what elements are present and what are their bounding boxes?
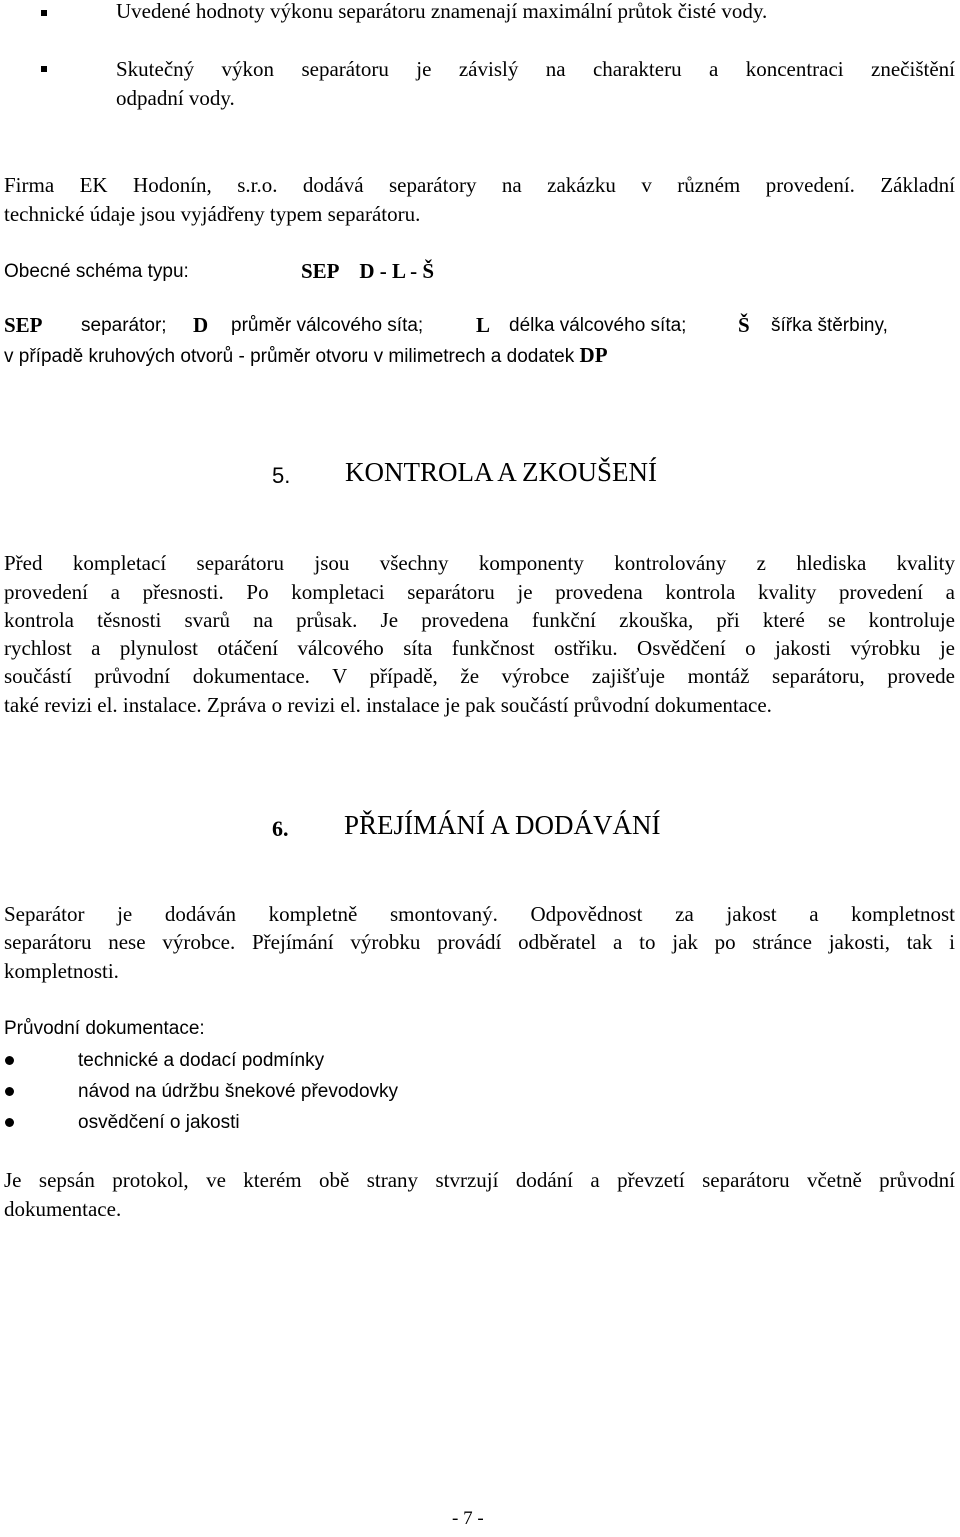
legend-dp: DP [579,343,608,367]
section-6-line-2: separátoru nese výrobce. Přejímání výrobku provádí odběratel a to jak po stránce jakosti, tak i [4,930,955,954]
docs-label: Průvodní dokumentace: [4,1018,205,1039]
legend-d: D [193,313,209,337]
page-number: - 7 - [452,1508,484,1529]
section-6-number: 6. [272,816,289,841]
closing-line-1: Je sepsán protokol, ve kterém obě strany stvrzují dodání a převzetí separátoru včetně průvodní [4,1168,955,1192]
legend-d-desc: průměr válcového síta; [231,315,424,336]
docs-bullet-1-icon [5,1056,14,1065]
docs-item-3: osvědčení o jakosti [78,1112,240,1133]
note-bullet-2-icon [41,66,47,72]
docs-item-1: technické a dodací podmínky [78,1050,325,1071]
section-5-line-5: součástí průvodní dokumentace. V případě, že výrobce zajišťuje montáž separátoru, provede [4,664,955,688]
section-6-title: PŘEJÍMÁNÍ A DODÁVÁNÍ [344,810,661,840]
legend-line-2 [4,341,608,371]
legend-sep: SEP [4,313,43,337]
legend-line-2-text: v případě kruhových otvorů - průměr otvoru v milimetrech a dodatek [4,346,580,367]
docs-item-2: návod na údržbu šnekové převodovky [78,1081,399,1102]
docs-bullet-3-icon [5,1118,14,1127]
section-5-number: 5. [272,463,291,488]
section-5-line-2: provedení a přesnosti. Po kompletaci separátoru je provedena kontrola kvality provedení a [4,580,955,604]
note-bullet-1-icon [41,10,47,16]
section-5-title: KONTROLA A ZKOUŠENÍ [345,457,658,487]
section-5-line-4: rychlost a plynulost otáčení válcového síta funkčnost ostřiku. Osvědčení o jakosti výrobku je [4,636,955,660]
legend-l: L [476,313,491,337]
closing-line-2: dokumentace. [4,1197,122,1221]
intro-line-1: Firma EK Hodonín, s.r.o. dodává separátory na zakázku v různém provedení. Základní [4,173,955,197]
note-1: Uvedené hodnoty výkonu separátoru znamenají maximální průtok čisté vody. [116,0,768,23]
section-5-line-3: kontrola těsnosti svarů na průsak. Je provedena funkční zkouška, při které se kontroluje [4,608,955,632]
docs-bullet-2-icon [5,1087,14,1096]
intro-line-2: technické údaje jsou vyjádřeny typem separátoru. [4,202,421,226]
legend-s: Š [738,313,750,337]
section-6-line-3: kompletnosti. [4,959,119,983]
section-6-line-1: Separátor je dodáván kompletně smontovaný. Odpovědnost za jakost a kompletnost [4,902,955,926]
legend-sep-desc: separátor; [81,315,167,336]
note-2-line-1: Skutečný výkon separátoru je závislý na charakteru a koncentraci znečištění [116,57,955,81]
legend-l-desc: délka válcového síta; [509,315,687,336]
legend-s-desc: šířka štěrbiny, [771,315,888,336]
schema-code: SEP D - L - Š [301,259,435,283]
section-5-line-1: Před kompletací separátoru jsou všechny komponenty kontrolovány z hlediska kvality [4,551,955,575]
schema-label: Obecné schéma typu: [4,261,189,282]
note-2-line-2: odpadní vody. [116,86,235,110]
section-5-line-6: také revizi el. instalace. Zpráva o revizi el. instalace je pak součástí průvodní dokumentace. [4,693,772,717]
